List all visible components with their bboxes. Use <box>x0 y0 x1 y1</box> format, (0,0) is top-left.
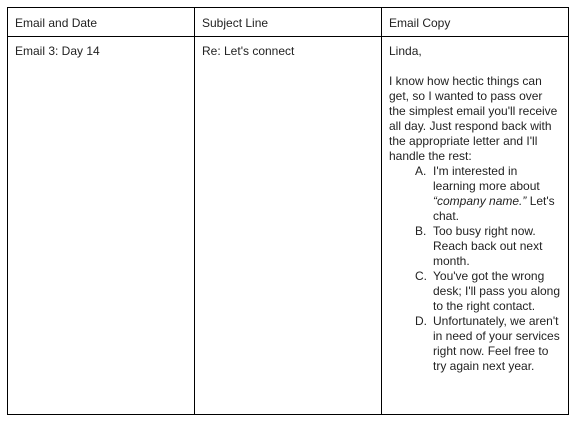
blank-line <box>389 59 561 74</box>
list-item-option-d <box>415 314 561 374</box>
cell-email-copy <box>382 37 569 415</box>
table-row <box>8 37 569 415</box>
list-item-option-a <box>415 164 561 224</box>
company-name-placeholder: “company name.” <box>433 194 527 208</box>
email-intro: I know how hectic things can get, so I wanted to pass over the simplest email you'll receive all day. Just respond back with the appropriate letter and I'll handle the rest: <box>389 74 558 163</box>
option-marker: B. <box>415 224 427 238</box>
email-greeting: Linda, <box>389 44 422 58</box>
option-text <box>433 164 561 224</box>
list-item-option-b <box>415 224 561 269</box>
option-text: Too busy right now. Reach back out next month. <box>433 224 543 268</box>
header-email-and-date: Email and Date <box>8 8 195 37</box>
option-text-part: I'm interested in learning more about <box>433 164 540 193</box>
option-text: You've got the wrong desk; I'll pass you along to the right contact. <box>433 269 561 313</box>
option-text-part: Let's chat. <box>433 194 555 223</box>
header-email-copy: Email Copy <box>382 8 569 37</box>
option-marker: C. <box>415 269 427 283</box>
response-options-list <box>389 164 561 374</box>
option-marker: A. <box>415 164 427 178</box>
cell-email-and-date: Email 3: Day 14 <box>8 37 195 415</box>
option-text: Unfortunately, we aren't in need of your services right now. Feel free to try again next year. <box>433 314 560 373</box>
cell-subject-line: Re: Let's connect <box>195 37 382 415</box>
list-item-option-c <box>415 269 561 314</box>
header-subject-line: Subject Line <box>195 8 382 37</box>
table-header-row <box>8 8 569 37</box>
option-marker: D. <box>415 314 427 328</box>
email-sequence-table <box>7 7 569 415</box>
